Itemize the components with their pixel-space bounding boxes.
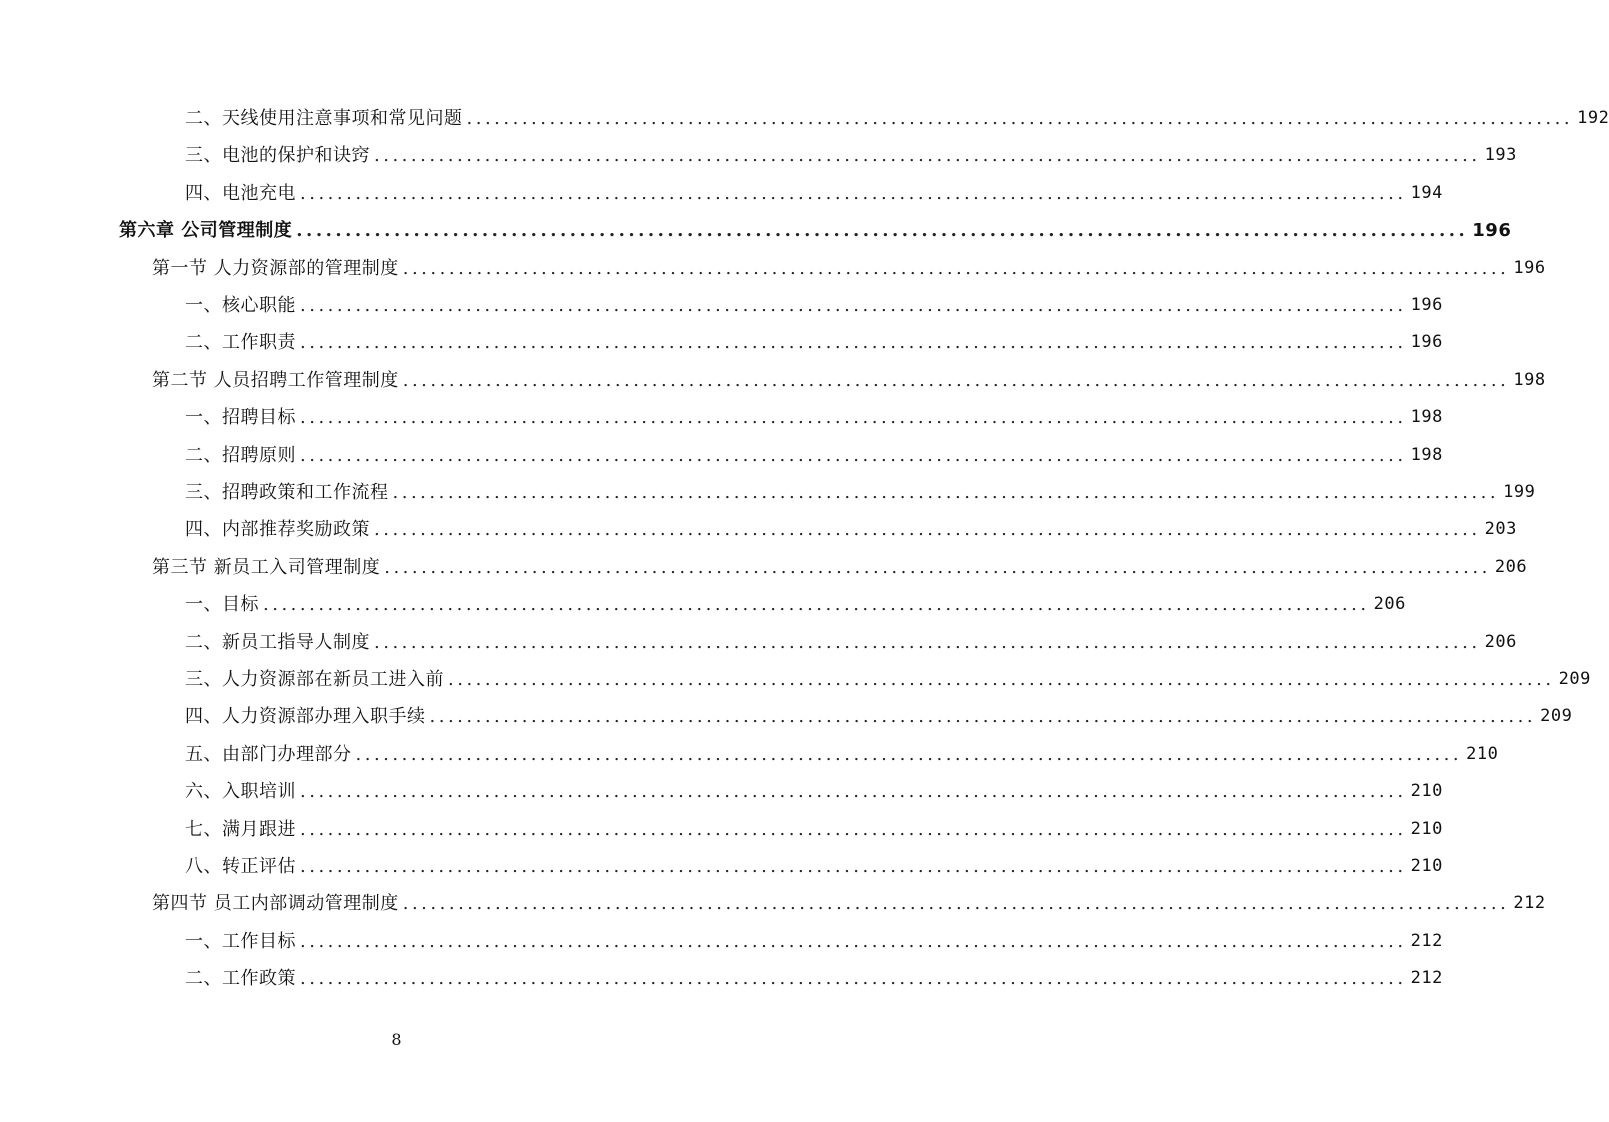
toc-entry-page: 194 xyxy=(1410,182,1443,203)
toc-entry-title: 二、天线使用注意事项和常见问题 xyxy=(185,108,463,129)
dot-leader: ........................................................................................................................ xyxy=(300,407,1407,429)
dot-leader: ........................................................................................................................ xyxy=(263,594,1370,616)
toc-subsection-entry[interactable] xyxy=(185,586,1406,623)
toc-subsection-entry[interactable] xyxy=(185,923,1443,960)
dot-leader: ........................................................................................................................ xyxy=(300,968,1407,990)
toc-entry-title: 第一节 人力资源部的管理制度 xyxy=(152,257,399,279)
toc-entry-title: 二、工作职责 xyxy=(185,332,296,354)
toc-chapter-entry[interactable] xyxy=(119,212,1512,249)
toc-subsection-entry[interactable] xyxy=(185,100,1609,137)
toc-entry-page: 198 xyxy=(1410,407,1443,428)
dot-leader: ........................................................................................................................ xyxy=(296,220,1469,242)
dot-leader: ........................................................................................................................ xyxy=(402,257,1510,279)
dot-leader: ........................................................................................................................ xyxy=(392,482,1500,503)
toc-entry-title: 一、工作目标 xyxy=(185,930,296,952)
dot-leader: ........................................................................................................................ xyxy=(384,556,1491,578)
toc-entry-page: 198 xyxy=(1513,369,1546,390)
dot-leader: ........................................................................................................................ xyxy=(448,669,1555,690)
toc-subsection-entry[interactable] xyxy=(185,137,1517,174)
dot-leader: ........................................................................................................................ xyxy=(300,818,1407,840)
dot-leader: ........................................................................................................................ xyxy=(374,519,1481,541)
toc-entry-page: 210 xyxy=(1466,743,1499,764)
toc-subsection-entry[interactable] xyxy=(185,437,1443,474)
toc-entry-page: 210 xyxy=(1410,818,1443,839)
toc-entry-title: 第三节 新员工入司管理制度 xyxy=(152,556,381,578)
toc-entry-title: 第四节 员工内部调动管理制度 xyxy=(152,893,399,915)
toc-entry-page: 210 xyxy=(1410,856,1443,876)
toc-subsection-entry[interactable] xyxy=(185,848,1443,885)
toc-entry-page: 206 xyxy=(1484,631,1517,652)
dot-leader: ........................................................................................................................ xyxy=(300,856,1407,877)
dot-leader: ........................................................................................................................ xyxy=(300,332,1407,354)
toc-entry-page: 193 xyxy=(1484,145,1517,166)
toc-section-entry[interactable] xyxy=(152,885,1546,922)
dot-leader: ........................................................................................................................ xyxy=(300,781,1407,803)
toc-entry-title: 一、核心职能 xyxy=(185,295,296,316)
toc-entry-title: 五、由部门办理部分 xyxy=(185,743,352,765)
toc-entry-page: 206 xyxy=(1494,556,1528,577)
toc-entry-title: 八、转正评估 xyxy=(185,856,296,877)
toc-entry-page: 196 xyxy=(1472,220,1512,242)
dot-leader: ........................................................................................................................ xyxy=(374,145,1481,167)
dot-leader: ........................................................................................................................ xyxy=(402,893,1510,915)
toc-subsection-entry[interactable] xyxy=(185,624,1517,661)
toc-subsection-entry[interactable] xyxy=(185,960,1443,997)
page-number: 8 xyxy=(391,1030,402,1049)
toc-subsection-entry[interactable] xyxy=(185,324,1443,361)
toc-subsection-entry[interactable] xyxy=(185,661,1591,698)
toc-section-entry[interactable] xyxy=(152,362,1546,399)
toc-entry-page: 209 xyxy=(1540,706,1573,727)
toc-subsection-entry[interactable] xyxy=(185,811,1443,848)
toc-subsection-entry[interactable] xyxy=(185,175,1443,212)
toc-entry-page: 196 xyxy=(1410,295,1443,315)
toc-entry-title: 第六章 公司管理制度 xyxy=(119,220,293,242)
toc-subsection-entry[interactable] xyxy=(185,736,1499,773)
toc-entry-page: 203 xyxy=(1484,519,1517,540)
toc-entry-page: 199 xyxy=(1503,482,1536,502)
toc-entry-page: 196 xyxy=(1410,332,1443,353)
dot-leader: ........................................................................................................................ xyxy=(402,369,1510,391)
toc-entry-title: 二、招聘原则 xyxy=(185,444,296,466)
toc-entry-page: 210 xyxy=(1410,781,1443,802)
toc-entry-page: 209 xyxy=(1558,669,1591,689)
dot-leader: ........................................................................................................................ xyxy=(374,631,1481,653)
toc-entry-title: 四、内部推荐奖励政策 xyxy=(185,519,370,541)
toc-entry-title: 三、人力资源部在新员工进入前 xyxy=(185,669,444,690)
toc-entry-page: 206 xyxy=(1373,594,1406,615)
dot-leader: ........................................................................................................................ xyxy=(300,444,1407,466)
toc-subsection-entry[interactable] xyxy=(185,511,1517,548)
toc-subsection-entry[interactable] xyxy=(185,698,1573,735)
toc-entry-title: 四、电池充电 xyxy=(185,182,296,204)
toc-entry-title: 三、招聘政策和工作流程 xyxy=(185,482,389,503)
toc-section-entry[interactable] xyxy=(152,250,1546,287)
dot-leader: ........................................................................................................................ xyxy=(300,930,1407,952)
toc-subsection-entry[interactable] xyxy=(185,773,1443,810)
dot-leader: ........................................................................................................................ xyxy=(300,295,1407,316)
toc-entry-title: 二、工作政策 xyxy=(185,968,296,990)
dot-leader: ........................................................................................................................ xyxy=(429,706,1537,728)
toc-entry-page: 196 xyxy=(1513,257,1546,278)
dot-leader: ........................................................................................................................ xyxy=(300,182,1407,204)
toc-entry-page: 212 xyxy=(1410,930,1443,951)
toc-entry-title: 四、人力资源部办理入职手续 xyxy=(185,706,426,728)
toc-subsection-entry[interactable] xyxy=(185,287,1443,324)
dot-leader: ........................................................................................................................ xyxy=(466,108,1574,129)
toc-entry-page: 212 xyxy=(1410,968,1443,989)
toc-entry-title: 七、满月跟进 xyxy=(185,818,296,840)
toc-entry-title: 第二节 人员招聘工作管理制度 xyxy=(152,369,399,391)
toc-entry-page: 212 xyxy=(1513,893,1546,914)
dot-leader: ........................................................................................................................ xyxy=(355,743,1463,765)
toc-entry-title: 一、目标 xyxy=(185,594,259,616)
toc-entry-title: 三、电池的保护和诀窍 xyxy=(185,145,370,167)
toc-subsection-entry[interactable] xyxy=(185,474,1536,511)
toc-entry-title: 二、新员工指导人制度 xyxy=(185,631,370,653)
toc-subsection-entry[interactable] xyxy=(185,399,1443,436)
toc-section-entry[interactable] xyxy=(152,549,1528,586)
toc-entry-page: 198 xyxy=(1410,444,1443,465)
toc-entry-title: 六、入职培训 xyxy=(185,781,296,803)
toc-entry-title: 一、招聘目标 xyxy=(185,407,296,429)
toc-entry-page: 192 xyxy=(1577,108,1609,128)
